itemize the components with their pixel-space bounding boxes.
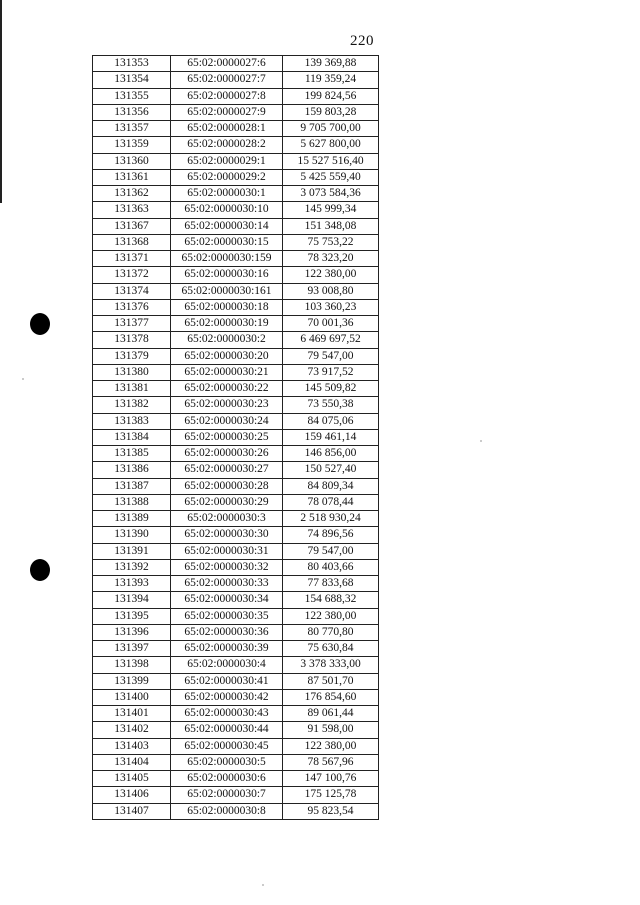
page-edge-line xyxy=(0,0,2,203)
table-row xyxy=(93,202,379,218)
cadastral-value-cell: 5 425 559,40 xyxy=(283,169,379,185)
cadastral-value-cell: 139 369,88 xyxy=(283,56,379,72)
table-row xyxy=(93,137,379,153)
cadastral-value-cell: 122 380,00 xyxy=(283,738,379,754)
table-row xyxy=(93,413,379,429)
table-row xyxy=(93,706,379,722)
cadastral-value-cell: 147 100,76 xyxy=(283,771,379,787)
cadastral-value-cell: 15 527 516,40 xyxy=(283,153,379,169)
cadastral-value-cell: 146 856,00 xyxy=(283,446,379,462)
cadastral-value-cell: 5 627 800,00 xyxy=(283,137,379,153)
row-number-cell: 131388 xyxy=(93,494,171,510)
row-number-cell: 131389 xyxy=(93,511,171,527)
table-row xyxy=(93,283,379,299)
cadastral-value-cell: 91 598,00 xyxy=(283,722,379,738)
table-row xyxy=(93,88,379,104)
cadastral-number-cell: 65:02:0000030:4 xyxy=(171,657,283,673)
table-row xyxy=(93,803,379,819)
row-number-cell: 131377 xyxy=(93,316,171,332)
row-number-cell: 131382 xyxy=(93,397,171,413)
row-number-cell: 131400 xyxy=(93,689,171,705)
cadastral-value-cell: 87 501,70 xyxy=(283,673,379,689)
cadastral-value-cell: 6 469 697,52 xyxy=(283,332,379,348)
row-number-cell: 131374 xyxy=(93,283,171,299)
row-number-cell: 131360 xyxy=(93,153,171,169)
table-row xyxy=(93,446,379,462)
cadastral-number-cell: 65:02:0000029:1 xyxy=(171,153,283,169)
cadastral-value-cell: 159 461,14 xyxy=(283,429,379,445)
cadastral-number-cell: 65:02:0000030:19 xyxy=(171,316,283,332)
cadastral-number-cell: 65:02:0000030:1 xyxy=(171,186,283,202)
cadastral-number-cell: 65:02:0000030:23 xyxy=(171,397,283,413)
cadastral-number-cell: 65:02:0000030:7 xyxy=(171,787,283,803)
row-number-cell: 131386 xyxy=(93,462,171,478)
cadastral-number-cell: 65:02:0000030:25 xyxy=(171,429,283,445)
cadastral-value-cell: 78 567,96 xyxy=(283,754,379,770)
cadastral-value-cell: 119 359,24 xyxy=(283,72,379,88)
row-number-cell: 131380 xyxy=(93,364,171,380)
cadastral-number-cell: 65:02:0000030:45 xyxy=(171,738,283,754)
cadastral-number-cell: 65:02:0000030:36 xyxy=(171,624,283,640)
row-number-cell: 131394 xyxy=(93,592,171,608)
punch-hole-top xyxy=(30,313,50,335)
row-number-cell: 131371 xyxy=(93,251,171,267)
table-row xyxy=(93,689,379,705)
row-number-cell: 131387 xyxy=(93,478,171,494)
row-number-cell: 131384 xyxy=(93,429,171,445)
table-row xyxy=(93,624,379,640)
row-number-cell: 131353 xyxy=(93,56,171,72)
row-number-cell: 131401 xyxy=(93,706,171,722)
cadastral-value-cell: 150 527,40 xyxy=(283,462,379,478)
table-row xyxy=(93,153,379,169)
table-row xyxy=(93,364,379,380)
cadastral-number-cell: 65:02:0000030:6 xyxy=(171,771,283,787)
cadastral-number-cell: 65:02:0000030:161 xyxy=(171,283,283,299)
table-row xyxy=(93,234,379,250)
cadastral-number-cell: 65:02:0000030:22 xyxy=(171,381,283,397)
cadastral-number-cell: 65:02:0000030:18 xyxy=(171,299,283,315)
table-row xyxy=(93,348,379,364)
row-number-cell: 131407 xyxy=(93,803,171,819)
row-number-cell: 131404 xyxy=(93,754,171,770)
row-number-cell: 131357 xyxy=(93,121,171,137)
cadastral-value-cell: 89 061,44 xyxy=(283,706,379,722)
table-row xyxy=(93,527,379,543)
cadastral-number-cell: 65:02:0000030:29 xyxy=(171,494,283,510)
row-number-cell: 131381 xyxy=(93,381,171,397)
table-row xyxy=(93,722,379,738)
cadastral-value-cell: 122 380,00 xyxy=(283,267,379,283)
cadastral-value-cell: 73 550,38 xyxy=(283,397,379,413)
row-number-cell: 131367 xyxy=(93,218,171,234)
table-row xyxy=(93,186,379,202)
table-row xyxy=(93,316,379,332)
table-row xyxy=(93,429,379,445)
cadastral-value-cell: 159 803,28 xyxy=(283,104,379,120)
cadastral-number-cell: 65:02:0000030:21 xyxy=(171,364,283,380)
row-number-cell: 131391 xyxy=(93,543,171,559)
table-row xyxy=(93,169,379,185)
table-row xyxy=(93,381,379,397)
cadastral-number-cell: 65:02:0000030:42 xyxy=(171,689,283,705)
table-row xyxy=(93,267,379,283)
cadastral-value-cell: 154 688,32 xyxy=(283,592,379,608)
row-number-cell: 131393 xyxy=(93,576,171,592)
row-number-cell: 131368 xyxy=(93,234,171,250)
scan-speck xyxy=(262,884,264,886)
cadastral-value-cell: 75 753,22 xyxy=(283,234,379,250)
table-row xyxy=(93,478,379,494)
cadastral-number-cell: 65:02:0000030:14 xyxy=(171,218,283,234)
row-number-cell: 131354 xyxy=(93,72,171,88)
cadastral-value-cell: 80 403,66 xyxy=(283,559,379,575)
cadastral-number-cell: 65:02:0000030:33 xyxy=(171,576,283,592)
cadastral-number-cell: 65:02:0000030:31 xyxy=(171,543,283,559)
row-number-cell: 131392 xyxy=(93,559,171,575)
table-row xyxy=(93,641,379,657)
cadastral-value-cell: 3 378 333,00 xyxy=(283,657,379,673)
cadastral-number-cell: 65:02:0000028:1 xyxy=(171,121,283,137)
cadastral-number-cell: 65:02:0000030:5 xyxy=(171,754,283,770)
cadastral-value-cell: 151 348,08 xyxy=(283,218,379,234)
cadastral-number-cell: 65:02:0000027:9 xyxy=(171,104,283,120)
cadastral-value-cell: 75 630,84 xyxy=(283,641,379,657)
cadastral-value-cell: 93 008,80 xyxy=(283,283,379,299)
table-row xyxy=(93,787,379,803)
table-row xyxy=(93,494,379,510)
cadastral-number-cell: 65:02:0000030:15 xyxy=(171,234,283,250)
cadastral-value-cell: 79 547,00 xyxy=(283,348,379,364)
cadastral-number-cell: 65:02:0000030:34 xyxy=(171,592,283,608)
cadastral-number-cell: 65:02:0000030:24 xyxy=(171,413,283,429)
cadastral-value-cell: 175 125,78 xyxy=(283,787,379,803)
cadastral-number-cell: 65:02:0000029:2 xyxy=(171,169,283,185)
cadastral-number-cell: 65:02:0000027:6 xyxy=(171,56,283,72)
table-row xyxy=(93,511,379,527)
table-row xyxy=(93,121,379,137)
table-row xyxy=(93,462,379,478)
table-row xyxy=(93,754,379,770)
table-row xyxy=(93,657,379,673)
cadastral-number-cell: 65:02:0000030:44 xyxy=(171,722,283,738)
table-row xyxy=(93,608,379,624)
cadastral-value-cell: 9 705 700,00 xyxy=(283,121,379,137)
row-number-cell: 131376 xyxy=(93,299,171,315)
cadastral-value-cell: 70 001,36 xyxy=(283,316,379,332)
cadastral-value-cell: 199 824,56 xyxy=(283,88,379,104)
cadastral-number-cell: 65:02:0000030:2 xyxy=(171,332,283,348)
cadastral-number-cell: 65:02:0000027:8 xyxy=(171,88,283,104)
table-row xyxy=(93,72,379,88)
cadastral-value-cell: 176 854,60 xyxy=(283,689,379,705)
cadastral-number-cell: 65:02:0000030:32 xyxy=(171,559,283,575)
cadastral-value-table xyxy=(92,55,379,820)
table-row xyxy=(93,299,379,315)
cadastral-value-cell: 122 380,00 xyxy=(283,608,379,624)
cadastral-number-cell: 65:02:0000030:3 xyxy=(171,511,283,527)
row-number-cell: 131395 xyxy=(93,608,171,624)
cadastral-value-cell: 74 896,56 xyxy=(283,527,379,543)
cadastral-value-cell: 95 823,54 xyxy=(283,803,379,819)
scan-speck xyxy=(22,378,24,380)
table-row xyxy=(93,592,379,608)
row-number-cell: 131378 xyxy=(93,332,171,348)
cadastral-value-cell: 3 073 584,36 xyxy=(283,186,379,202)
punch-hole-bottom xyxy=(30,559,50,581)
cadastral-number-cell: 65:02:0000030:20 xyxy=(171,348,283,364)
cadastral-value-cell: 73 917,52 xyxy=(283,364,379,380)
table-row xyxy=(93,771,379,787)
row-number-cell: 131402 xyxy=(93,722,171,738)
row-number-cell: 131383 xyxy=(93,413,171,429)
row-number-cell: 131379 xyxy=(93,348,171,364)
table-row xyxy=(93,332,379,348)
cadastral-value-cell: 84 075,06 xyxy=(283,413,379,429)
cadastral-number-cell: 65:02:0000028:2 xyxy=(171,137,283,153)
cadastral-value-cell: 145 999,34 xyxy=(283,202,379,218)
cadastral-number-cell: 65:02:0000030:39 xyxy=(171,641,283,657)
row-number-cell: 131398 xyxy=(93,657,171,673)
table-row xyxy=(93,397,379,413)
table-row xyxy=(93,576,379,592)
cadastral-value-cell: 145 509,82 xyxy=(283,381,379,397)
row-number-cell: 131362 xyxy=(93,186,171,202)
row-number-cell: 131356 xyxy=(93,104,171,120)
table-row xyxy=(93,559,379,575)
row-number-cell: 131405 xyxy=(93,771,171,787)
cadastral-number-cell: 65:02:0000030:8 xyxy=(171,803,283,819)
cadastral-value-cell: 78 078,44 xyxy=(283,494,379,510)
cadastral-value-cell: 103 360,23 xyxy=(283,299,379,315)
cadastral-value-cell: 80 770,80 xyxy=(283,624,379,640)
cadastral-number-cell: 65:02:0000030:28 xyxy=(171,478,283,494)
cadastral-number-cell: 65:02:0000030:43 xyxy=(171,706,283,722)
row-number-cell: 131397 xyxy=(93,641,171,657)
row-number-cell: 131406 xyxy=(93,787,171,803)
row-number-cell: 131390 xyxy=(93,527,171,543)
table-row xyxy=(93,673,379,689)
cadastral-number-cell: 65:02:0000027:7 xyxy=(171,72,283,88)
row-number-cell: 131359 xyxy=(93,137,171,153)
table-body xyxy=(93,56,379,820)
cadastral-number-cell: 65:02:0000030:159 xyxy=(171,251,283,267)
row-number-cell: 131355 xyxy=(93,88,171,104)
scan-speck xyxy=(480,440,482,442)
cadastral-number-cell: 65:02:0000030:27 xyxy=(171,462,283,478)
cadastral-value-cell: 79 547,00 xyxy=(283,543,379,559)
table-row xyxy=(93,104,379,120)
row-number-cell: 131396 xyxy=(93,624,171,640)
cadastral-number-cell: 65:02:0000030:10 xyxy=(171,202,283,218)
table-row xyxy=(93,543,379,559)
row-number-cell: 131372 xyxy=(93,267,171,283)
table-row xyxy=(93,251,379,267)
table-row xyxy=(93,738,379,754)
cadastral-number-cell: 65:02:0000030:26 xyxy=(171,446,283,462)
cadastral-number-cell: 65:02:0000030:30 xyxy=(171,527,283,543)
row-number-cell: 131399 xyxy=(93,673,171,689)
row-number-cell: 131403 xyxy=(93,738,171,754)
table-row xyxy=(93,56,379,72)
cadastral-number-cell: 65:02:0000030:16 xyxy=(171,267,283,283)
row-number-cell: 131363 xyxy=(93,202,171,218)
cadastral-value-cell: 84 809,34 xyxy=(283,478,379,494)
table-row xyxy=(93,218,379,234)
cadastral-value-cell: 78 323,20 xyxy=(283,251,379,267)
row-number-cell: 131361 xyxy=(93,169,171,185)
cadastral-value-cell: 77 833,68 xyxy=(283,576,379,592)
cadastral-number-cell: 65:02:0000030:41 xyxy=(171,673,283,689)
cadastral-value-cell: 2 518 930,24 xyxy=(283,511,379,527)
cadastral-number-cell: 65:02:0000030:35 xyxy=(171,608,283,624)
page-number: 220 xyxy=(350,33,374,49)
row-number-cell: 131385 xyxy=(93,446,171,462)
